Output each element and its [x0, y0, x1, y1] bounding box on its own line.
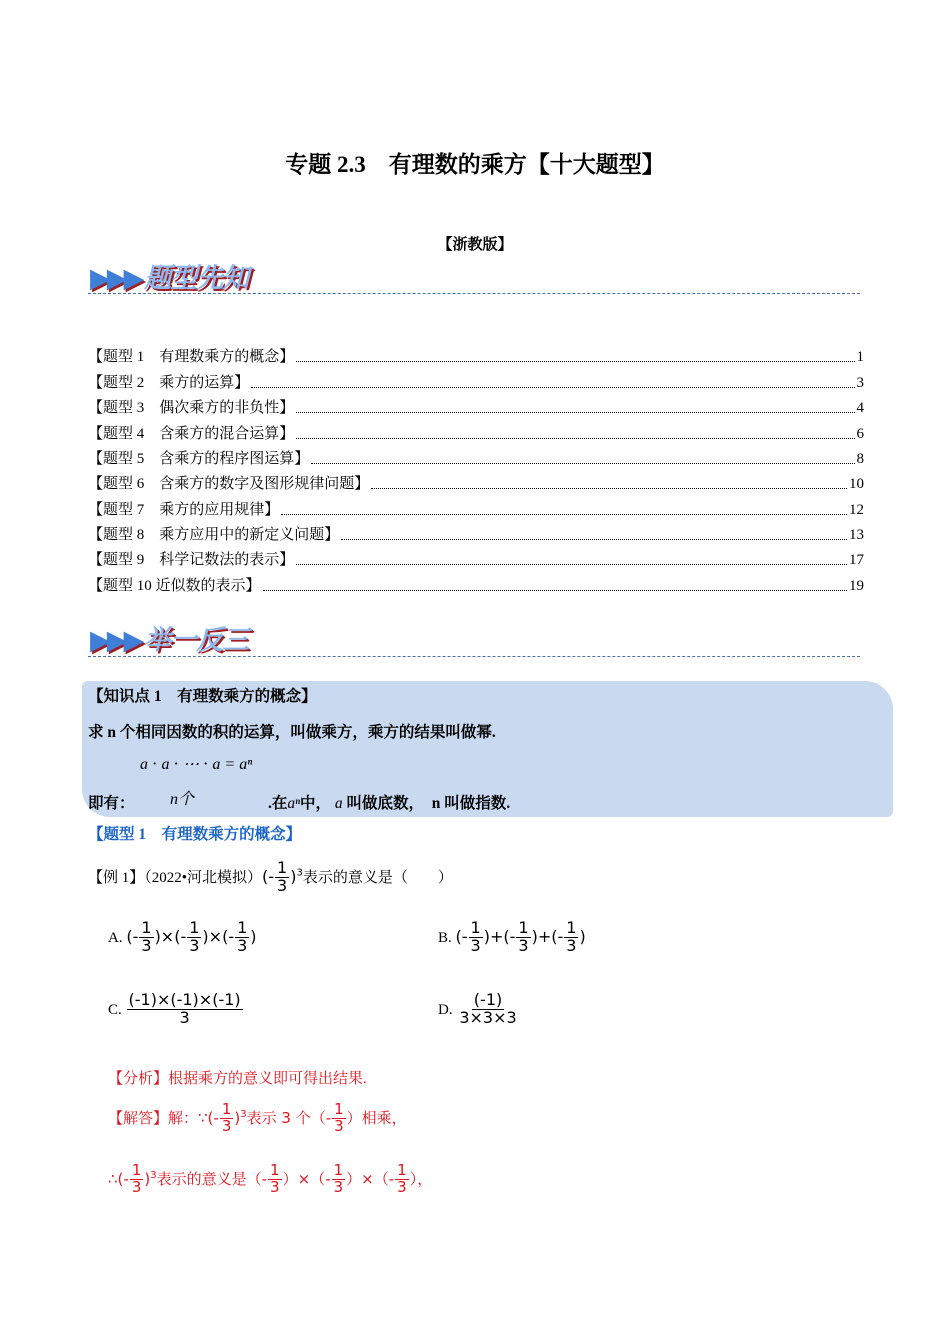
fraction [275, 860, 289, 895]
text: .在 [268, 795, 288, 812]
expr-text: )×( [154, 926, 181, 946]
toc-entry[interactable] [88, 345, 864, 366]
triple-arrow-icon: ▶▶▶ [90, 263, 141, 294]
formula-underbrace-label: n个 [170, 791, 195, 808]
option-key: D. [438, 1001, 453, 1018]
expr-text: ) [579, 926, 586, 946]
fraction-group [213, 1100, 234, 1135]
analysis-label: 【分析】 [108, 1071, 169, 1087]
fraction [457, 992, 518, 1027]
toc-page-number: 6 [856, 426, 864, 442]
knowledge-sentence [268, 791, 510, 813]
answer-line-1 [108, 1102, 407, 1135]
example-prefix: 【例 1】（2022•河北模拟） [88, 869, 263, 886]
fraction [332, 1163, 346, 1196]
base-term: a [334, 795, 343, 812]
numerator: 1 [470, 918, 481, 937]
answer-line-2 [108, 1163, 432, 1196]
fraction [332, 1102, 346, 1135]
knowledge-definition: 求 n 个相同因数的积的运算，叫做乘方，乘方的结果叫做幂. [88, 724, 496, 741]
analysis [108, 1067, 367, 1088]
numerator: (-1)×(-1)×(-1) [128, 990, 241, 1009]
exponent: 3 [296, 867, 303, 879]
sign: - [123, 1169, 129, 1188]
numerator: 1 [277, 858, 288, 877]
denominator: 3 [141, 935, 152, 955]
fraction [469, 920, 483, 955]
toc-leader-dots [341, 539, 847, 540]
expr-text: 【解答】解：∵( [108, 1108, 214, 1127]
expr-text: ∴( [108, 1169, 124, 1188]
example-suffix: 表示的意义是（ ） [302, 869, 453, 886]
denominator: 3 [397, 1177, 407, 1196]
triple-arrow-icon: ▶▶▶ [90, 625, 141, 656]
expr-text: ）×（ [282, 1169, 326, 1188]
toc-entry[interactable] [88, 371, 864, 392]
power-term: aⁿ [287, 795, 301, 812]
toc-leader-dots [311, 463, 854, 464]
denominator: 3 [334, 1116, 344, 1135]
exponent: 3 [150, 1169, 157, 1181]
fraction-group [325, 1161, 346, 1196]
text: 叫做底数， n 叫做指数. [346, 795, 511, 812]
toc-leader-dots [251, 387, 854, 388]
expr-text: 表示的意义是（ [156, 1169, 262, 1188]
fraction-group [268, 858, 290, 895]
option-key: C. [108, 1001, 122, 1018]
exponent: 3 [240, 1108, 247, 1120]
toc-entry[interactable] [88, 574, 864, 595]
toc-page-number: 10 [849, 476, 864, 492]
sign: - [325, 1108, 332, 1127]
fraction [139, 920, 153, 955]
denominator: 3×3×3 [459, 1007, 517, 1027]
fraction [564, 920, 578, 955]
toc-page-number: 13 [849, 527, 864, 543]
numerator: 1 [334, 1100, 344, 1118]
fraction [516, 920, 530, 955]
fraction-group [228, 918, 250, 955]
expr-text: ) [234, 1108, 241, 1127]
numerator: 1 [566, 918, 577, 937]
sign: - [268, 866, 275, 886]
knowledge-prefix: 即有： [88, 795, 135, 812]
denominator: 3 [566, 935, 577, 955]
toc-leader-dots [371, 488, 847, 489]
denominator: 3 [179, 1007, 190, 1027]
denominator: 3 [131, 1177, 142, 1196]
toc-entry[interactable] [88, 498, 864, 519]
toc-entry[interactable] [88, 447, 864, 468]
toc-page-number: 12 [849, 502, 864, 518]
expr-text: ( [126, 926, 133, 946]
expr-text: 表示 3 个（ [246, 1108, 326, 1127]
expr-text: ) [290, 866, 297, 886]
expr-text: ）相乘， [346, 1108, 407, 1127]
banner-examples [90, 618, 248, 657]
toc-leader-dots [281, 514, 847, 515]
option-expression [126, 990, 244, 1027]
numerator: 1 [270, 1161, 280, 1179]
toc-label: 【题型 2 乘方的运算】 [88, 375, 250, 391]
fraction-group [557, 918, 579, 955]
fraction [130, 1163, 144, 1196]
banner-text: 题型先知 [144, 263, 249, 294]
toc-label: 【题型 9 科学记数法的表示】 [88, 552, 295, 568]
sign: - [461, 926, 468, 946]
denominator: 3 [333, 1177, 344, 1196]
example-expression [262, 858, 303, 895]
fraction-group [123, 1161, 144, 1196]
toc-label: 【题型 10 近似数的表示】 [88, 578, 261, 594]
denominator: 3 [221, 1116, 232, 1135]
fraction-group [509, 918, 532, 955]
sign: - [509, 926, 516, 946]
option-expression [126, 918, 257, 955]
fraction-group [126, 990, 244, 1027]
expr-text: )+( [483, 926, 510, 946]
toc-label: 【题型 8 乘方应用中的新定义问题】 [88, 527, 340, 543]
text: 中， [300, 795, 332, 812]
sign: - [228, 926, 235, 946]
type-1-heading: 【题型 1 有理数乘方的概念】 [88, 826, 302, 843]
numerator: 1 [237, 918, 248, 937]
sign: - [132, 926, 139, 946]
toc-page-number: 3 [856, 375, 864, 391]
divider [88, 656, 860, 657]
denominator: 3 [189, 935, 200, 955]
toc-label: 【题型 6 含乘方的数字及图形规律问题】 [88, 476, 370, 492]
knowledge-heading: 【知识点 1 有理数乘方的概念】 [88, 688, 317, 705]
toc-leader-dots [296, 361, 854, 362]
expr-text: ) [144, 1169, 151, 1188]
option-b[interactable] [438, 920, 586, 955]
fraction-group [388, 1161, 410, 1196]
example-1 [88, 860, 453, 895]
numerator: 1 [221, 1100, 232, 1118]
option-expression [456, 990, 519, 1027]
option-c[interactable] [108, 992, 244, 1027]
sign: - [325, 1169, 331, 1188]
option-a[interactable] [108, 920, 257, 955]
expr-text: )×( [202, 926, 229, 946]
fraction [268, 1163, 282, 1196]
toc-label: 【题型 5 含乘方的程序图运算】 [88, 451, 310, 467]
sign: - [557, 926, 564, 946]
toc-page-number: 1 [856, 349, 864, 365]
toc-page-number: 4 [856, 400, 864, 416]
denominator: 3 [470, 935, 481, 955]
numerator: 1 [518, 918, 529, 937]
numerator: 1 [141, 918, 152, 937]
sign: - [388, 1169, 395, 1188]
toc-label: 【题型 3 偶次乘方的非负性】 [88, 400, 295, 416]
denominator: 3 [518, 935, 529, 955]
toc-label: 【题型 7 乘方的应用规律】 [88, 502, 280, 518]
toc-leader-dots [263, 590, 847, 591]
fraction [127, 992, 243, 1027]
fraction-group [180, 918, 202, 955]
toc-leader-dots [296, 564, 847, 565]
numerator: 1 [397, 1161, 407, 1179]
numerator: 1 [189, 918, 200, 937]
edition-label: 【浙教版】 [437, 237, 513, 253]
expr-text: ）×（ [346, 1169, 389, 1188]
toc-page-number: 17 [849, 552, 864, 568]
toc-leader-dots [296, 438, 854, 439]
toc-entry[interactable] [88, 472, 864, 493]
sign: - [180, 926, 187, 946]
fraction-group [261, 1161, 283, 1196]
fraction [220, 1102, 234, 1135]
denominator: 3 [270, 1177, 280, 1196]
fraction-group [461, 918, 484, 955]
numerator: 1 [333, 1161, 344, 1179]
toc-page-number: 8 [856, 451, 864, 467]
toc-leader-dots [296, 412, 854, 413]
option-key: A. [108, 929, 123, 946]
fraction [395, 1163, 409, 1196]
option-d[interactable] [438, 992, 520, 1027]
option-expression [455, 918, 586, 955]
denominator: 3 [277, 875, 288, 895]
fraction-group [325, 1100, 347, 1135]
expr-text: ）， [409, 1169, 433, 1188]
toc-entry[interactable] [88, 422, 864, 443]
denominator: 3 [237, 935, 248, 955]
fraction [187, 920, 201, 955]
banner-question-types [90, 256, 248, 295]
toc-label: 【题型 1 有理数乘方的概念】 [88, 349, 295, 365]
banner-text: 举一反三 [144, 625, 249, 656]
expr-text: ( [455, 926, 462, 946]
sign: - [261, 1169, 268, 1188]
divider [88, 293, 860, 294]
toc-label: 【题型 4 含乘方的混合运算】 [88, 426, 295, 442]
power-formula: a ⋅ a ⋅ ⋯ ⋅ a = aⁿ [140, 756, 253, 773]
fraction [235, 920, 249, 955]
toc-page-number: 19 [849, 578, 864, 594]
expr-text: ) [250, 926, 257, 946]
analysis-text: 根据乘方的意义即可得出结果. [168, 1071, 367, 1087]
fraction-group [132, 918, 155, 955]
sign: - [213, 1108, 219, 1127]
numerator: (-1) [473, 990, 503, 1009]
toc-entry[interactable] [88, 548, 864, 569]
expr-text: )+( [531, 926, 558, 946]
toc-entry[interactable] [88, 396, 864, 417]
document-title: 专题 2.3 有理数的乘方【十大题型】 [285, 152, 665, 177]
toc-entry[interactable] [88, 523, 864, 544]
expr-text: ( [262, 866, 269, 886]
fraction-group [456, 990, 519, 1027]
option-key: B. [438, 929, 452, 946]
numerator: 1 [131, 1161, 142, 1179]
